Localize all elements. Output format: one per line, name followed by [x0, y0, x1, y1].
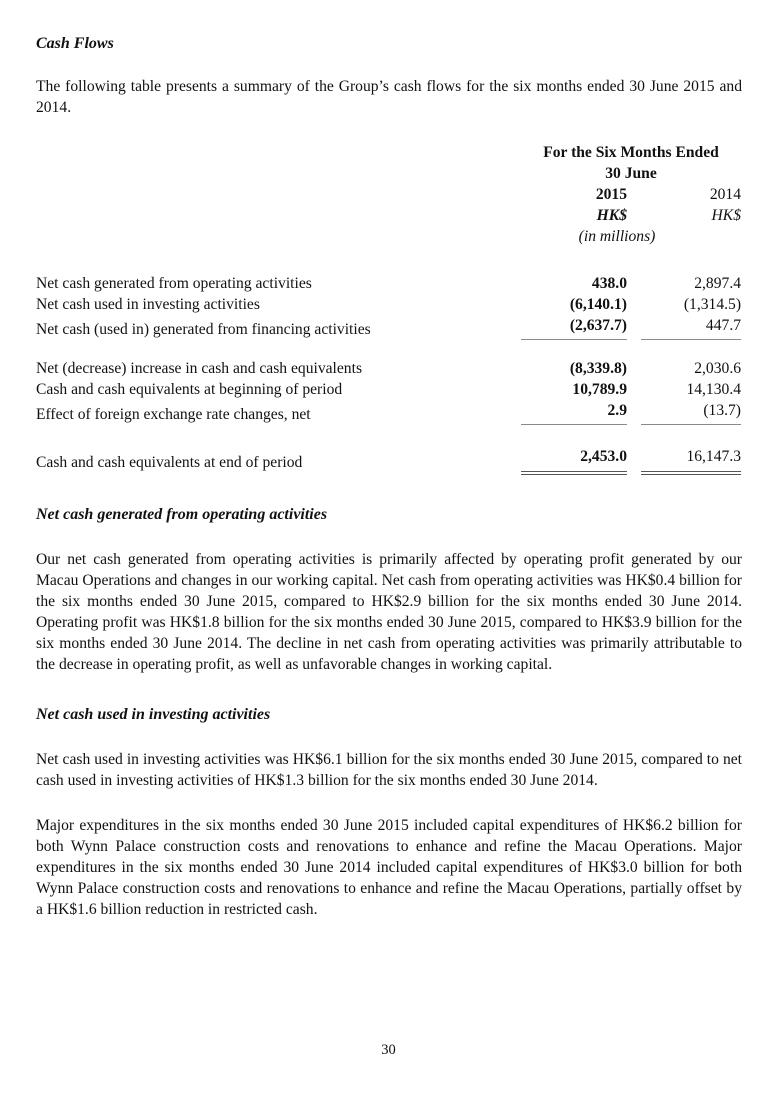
column-header-2015: 2015	[595, 186, 627, 203]
section-heading-cash-flows: Cash Flows	[36, 35, 114, 52]
section-heading-operating: Net cash generated from operating activities	[36, 506, 328, 523]
table-header-years-row	[36, 184, 741, 205]
units-label: (in millions)	[578, 228, 656, 245]
table-row	[36, 400, 741, 425]
row-label: Net (decrease) increase in cash and cash equivalents	[36, 360, 363, 377]
table-header-currency-row	[36, 205, 741, 226]
intro-paragraph: The following table presents a summary of the Group’s cash flows for the six months ended 30 June 2015 and 2014.	[36, 78, 742, 116]
currency-header-2014: HK$	[711, 207, 742, 224]
value-2014: 16,147.3	[641, 446, 741, 473]
cash-flows-table	[36, 142, 741, 475]
column-header-2014: 2014	[709, 186, 742, 203]
row-label: Cash and cash equivalents at end of period	[36, 454, 303, 471]
value-2014: (13.7)	[641, 400, 741, 425]
value-2014: (1,314.5)	[683, 296, 742, 313]
value-2015: (6,140.1)	[569, 296, 627, 313]
section-heading-investing: Net cash used in investing activities	[36, 706, 271, 723]
value-2014: 2,030.6	[694, 360, 742, 377]
value-2015: 2.9	[521, 400, 627, 425]
value-2014: 2,897.4	[694, 275, 742, 292]
row-label: Cash and cash equivalents at beginning of period	[36, 381, 343, 398]
row-label: Effect of foreign exchange rate changes, net	[36, 405, 311, 423]
table-row	[36, 294, 741, 315]
value-2014: 14,130.4	[686, 381, 742, 398]
value-2015: (2,637.7)	[521, 315, 627, 340]
value-2015: 10,789.9	[572, 381, 627, 398]
page-content	[36, 34, 742, 920]
table-row	[36, 315, 741, 340]
row-label: Net cash used in investing activities	[36, 296, 260, 313]
table-header-period-line2: 30 June	[605, 165, 657, 182]
table-row	[36, 358, 741, 379]
currency-header-2015: HK$	[596, 207, 627, 224]
value-2015: 438.0	[591, 275, 627, 292]
table-row	[36, 273, 741, 294]
table-header-period-line1: For the Six Months Ended	[543, 144, 719, 161]
value-2015: 2,453.0	[521, 446, 627, 473]
table-header-units-row	[36, 226, 741, 247]
table-header-period-row2	[36, 163, 741, 184]
row-label: Net cash generated from operating activities	[36, 275, 312, 292]
paragraph-operating: Our net cash generated from operating activities is primarily affected by operating profit generated by our Macau Operations and changes in our working capital. Net cash from operating activities was HK$0.4 billion for the six months ended 30 June 2015, compared to HK$2.9 billion for the six months ended 30 June 2014. Operating profit was HK$1.8 billion for the six months ended 30 June 2015, compared to HK$3.9 billion for the six months ended 30 June 2014. The decline in net cash from operating activities was primarily attributable to the decrease in operating profit, as well as unfavorable changes in working capital.	[36, 551, 742, 673]
page-number: 30	[381, 1042, 396, 1058]
table-row	[36, 379, 741, 400]
value-2014: 447.7	[641, 315, 741, 340]
value-2015: (8,339.8)	[569, 360, 627, 377]
paragraph-investing-2: Major expenditures in the six months ended 30 June 2015 included capital expenditures of HK$6.2 billion for both Wynn Palace construction costs and renovations to enhance and refine the Macau Operations. Major expenditures in the six months ended 30 June 2014 included capital expenditures of HK$3.0 billion for both Wynn Palace construction costs and renovations to enhance and refine the Macau Operations, partially offset by a HK$1.6 billion reduction in restricted cash.	[36, 817, 742, 918]
table-row	[36, 446, 741, 473]
row-label: Net cash (used in) generated from financing activities	[36, 320, 371, 338]
table-header-period-row	[36, 142, 741, 163]
paragraph-investing-1: Net cash used in investing activities was HK$6.1 billion for the six months ended 30 June 2015, compared to net cash used in investing activities of HK$1.3 billion for the six months ended 30 June 2014.	[36, 751, 742, 789]
